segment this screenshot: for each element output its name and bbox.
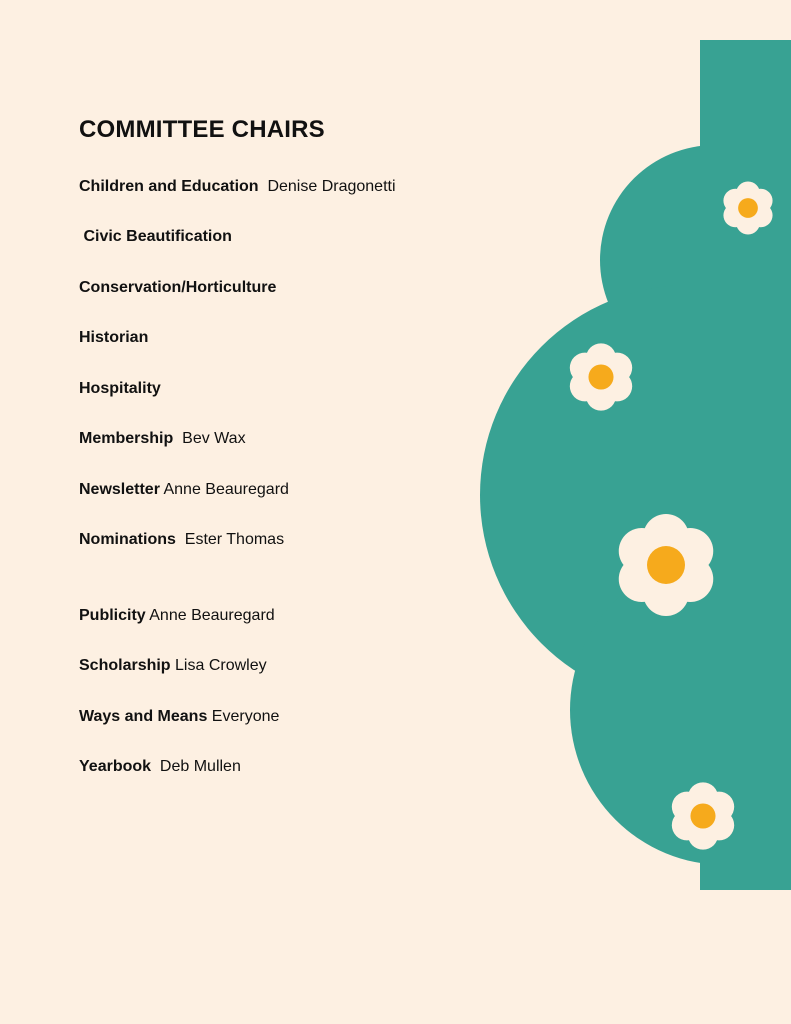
- committee-chair-name: Anne Beauregard: [149, 607, 275, 624]
- committee-role: Hospitality: [79, 380, 161, 397]
- committee-entry-scholarship: [79, 657, 267, 675]
- committee-chair-name: Denise Dragonetti: [267, 178, 396, 195]
- committee-entry-children-education: [79, 178, 396, 196]
- committee-entry-conservation: [79, 279, 276, 297]
- committee-entry-membership: [79, 430, 246, 448]
- flower-center: [690, 803, 715, 828]
- committee-entry-nominations: [79, 531, 284, 549]
- flower-center: [588, 364, 613, 389]
- committee-entry-civic-beautification: [79, 228, 232, 246]
- committee-chair-name: Bev Wax: [182, 430, 246, 447]
- committee-role: Historian: [79, 329, 149, 346]
- committee-role: Ways and Means: [79, 708, 208, 725]
- committee-role: Conservation/Horticulture: [79, 279, 277, 296]
- committee-chair-name: Deb Mullen: [159, 758, 241, 775]
- committee-entry-newsletter: [79, 481, 289, 499]
- flower-center: [738, 198, 758, 218]
- committee-role: Membership: [79, 430, 174, 447]
- committee-chair-name: Lisa Crowley: [175, 657, 267, 674]
- page-title: COMMITTEE CHAIRS: [79, 116, 325, 143]
- committee-chair-name: Ester Thomas: [184, 531, 285, 548]
- flower-center: [647, 546, 685, 584]
- committee-entry-historian: [79, 329, 148, 347]
- committee-role: Children and Education: [79, 178, 259, 195]
- committee-entry-yearbook: [79, 758, 241, 776]
- committee-role: Scholarship: [79, 657, 171, 674]
- committee-chair-name: Everyone: [211, 708, 280, 725]
- committee-role: Nominations: [79, 531, 176, 548]
- committee-chair-name: Anne Beauregard: [163, 481, 289, 498]
- committee-role: Civic Beautification: [79, 228, 232, 245]
- committee-role: Yearbook: [79, 758, 152, 775]
- committee-role: Newsletter: [79, 481, 160, 498]
- committee-role: Publicity: [79, 607, 146, 624]
- committee-entry-ways-means: [79, 708, 279, 726]
- committee-entry-publicity: [79, 607, 275, 625]
- committee-entry-hospitality: [79, 380, 161, 398]
